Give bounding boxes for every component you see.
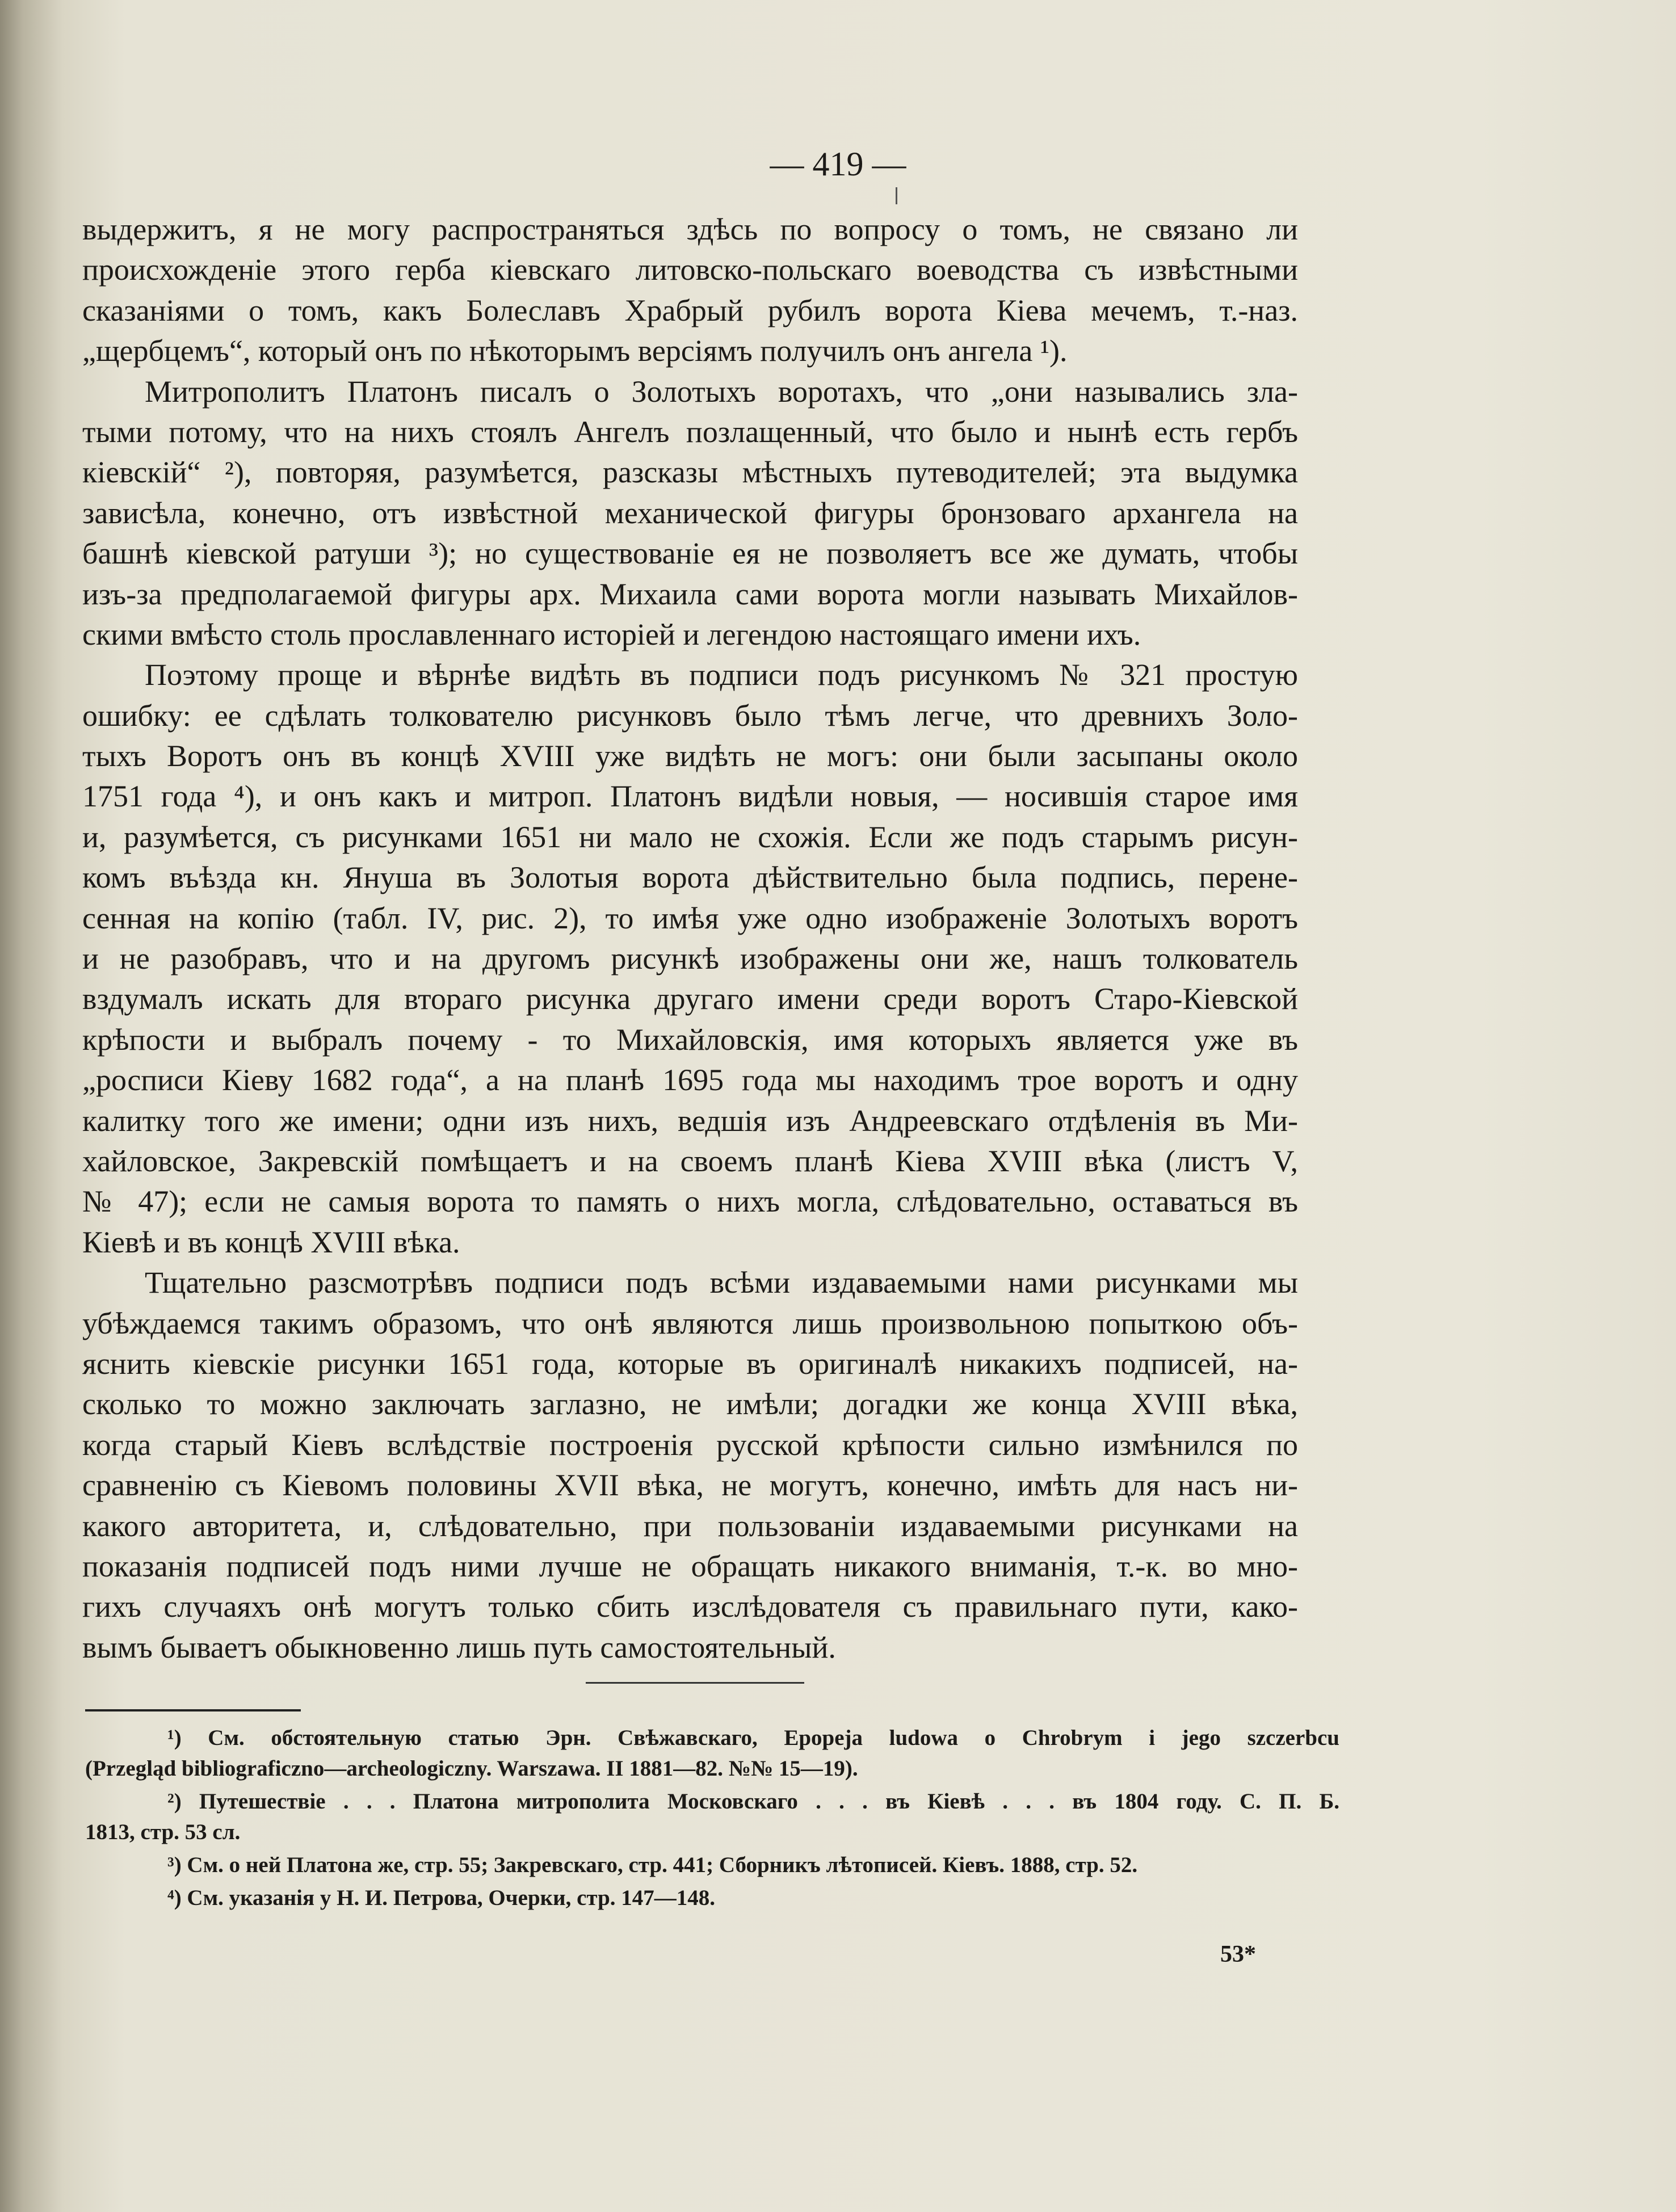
text-line: выдержитъ, я не могу распространяться здѣсь по вопросу о томъ, не связано ли (82, 212, 1298, 246)
text-line: № 47); если не самыя ворота то память о нихъ могла, слѣдовательно, оставаться въ (82, 1184, 1298, 1219)
footnote-line: ³) См. о ней Платона же, стр. 55; Закревскаго, стр. 441; Сборникъ лѣтописей. Кіевъ. 1888, стр. 52. (167, 1853, 1138, 1877)
footnote (85, 1850, 1339, 1881)
signature-mark: 53* (1220, 1941, 1256, 1967)
text-line: и не разобравъ, что и на другомъ рисункѣ изображены они же, нашъ толкователь (82, 941, 1298, 976)
text-line: сколько то можно заключать заглазно, не имѣли; догадки же конца XVIII вѣка, (82, 1387, 1298, 1422)
footnote-line: 1813, стр. 53 сл. (85, 1820, 241, 1844)
text-line: крѣпости и выбралъ почему - то Михайловскія, имя которыхъ является уже въ (82, 1022, 1298, 1057)
section-divider (586, 1682, 804, 1684)
text-line: башнѣ кіевской ратуши ³); но существованіе ея не позволяетъ все же думать, чтобы (82, 536, 1298, 571)
text-line: и, разумѣется, съ рисунками 1651 ни мало не схожія. Если же подъ старымъ рисун- (82, 819, 1298, 854)
text-line: калитку того же имени; одни изъ нихъ, ведшія изъ Андреевскаго отдѣленія въ Ми- (82, 1103, 1298, 1138)
text-line: скими вмѣсто столь прославленнаго исторіей и легендою настоящаго имени ихъ. (82, 617, 1141, 651)
footnote (85, 1883, 1339, 1914)
footnotes (85, 1723, 1339, 1914)
paragraph (82, 1263, 1298, 1668)
text-line: показанія подписей подъ ними лучше не обращать никакого вниманія, т.-к. во мно- (82, 1549, 1298, 1583)
page-number: — 419 — (770, 145, 906, 183)
paragraph (82, 209, 1298, 372)
text-line: Кіевѣ и въ концѣ XVIII вѣка. (82, 1225, 460, 1259)
text-line: сказаніями о томъ, какъ Болеславъ Храбрый рубилъ ворота Кіева мечемъ, т.-наз. (82, 293, 1298, 327)
text-line: Тщательно разсмотрѣвъ подписи подъ всѣми издаваемыми нами рисунками мы (145, 1265, 1298, 1300)
text-line: хайловское, Закревскій помѣщаетъ и на своемъ планѣ Кіева XVIII вѣка (листъ V, (82, 1143, 1298, 1178)
text-line: „щербцемъ“, который онъ по нѣкоторымъ версіямъ получилъ онъ ангела ¹). (82, 334, 1068, 368)
footnote-line: ²) Путешествіе . . . Платона митрополита Московскаго . . . въ Кіевѣ . . . въ 1804 году. С. П. Б. (167, 1789, 1339, 1814)
text-line: гихъ случаяхъ онѣ могутъ только сбить изслѣдователя съ правильнаго пути, како- (82, 1589, 1298, 1624)
paragraph (82, 372, 1298, 655)
text-line: убѣждаемся такимъ образомъ, что онѣ являются лишь произвольною попыткою объ- (82, 1306, 1298, 1340)
footnote-rule (85, 1709, 301, 1711)
print-mark (896, 187, 897, 204)
footnote-line: (Przegląd bibliograficzno—archeologiczny. Warszawa. II 1881—82. №№ 15—19). (85, 1756, 858, 1781)
text-line: ошибку: ее сдѣлать толкователю рисунковъ было тѣмъ легче, что древнихъ Золо- (82, 698, 1298, 733)
footnote (85, 1786, 1339, 1848)
text-line: вымъ бываетъ обыкновенно лишь путь самостоятельный. (82, 1630, 836, 1664)
main-text (82, 209, 1298, 1668)
text-line: комъ въѣзда кн. Януша въ Золотыя ворота дѣйствительно была подпись, перене- (82, 860, 1298, 895)
text-line: происхожденіе этого герба кіевскаго литовско-польскаго воеводства съ извѣстными (82, 253, 1298, 287)
text-line: кіевскій“ ²), повторяя, разумѣется, разсказы мѣстныхъ путеводителей; эта выдумка (82, 455, 1298, 490)
text-line: изъ-за предполагаемой фигуры арх. Михаила сами ворота могли называть Михайлов- (82, 577, 1298, 611)
paragraph (82, 655, 1298, 1263)
text-line: вздумалъ искать для втораго рисунка другаго имени среди воротъ Старо-Кіевской (82, 982, 1298, 1016)
text-line: какого авторитета, и, слѣдовательно, при пользованіи издаваемыми рисунками на (82, 1508, 1298, 1543)
text-line: Поэтому проще и вѣрнѣе видѣть въ подписи подъ рисункомъ № 321 простую (145, 658, 1298, 692)
footnote (85, 1723, 1339, 1784)
text-line: тыми потому, что на нихъ стоялъ Ангелъ позлащенный, что было и нынѣ есть гербъ (82, 414, 1298, 449)
text-line: сенная на копію (табл. IV, рис. 2), то имѣя уже одно изображеніе Золотыхъ воротъ (82, 901, 1298, 935)
text-line: яснить кіевскіе рисунки 1651 года, которые въ оригиналѣ никакихъ подписей, на- (82, 1346, 1298, 1381)
text-line: 1751 года ⁴), и онъ какъ и митроп. Платонъ видѣли новыя, — носившія старое имя (82, 779, 1298, 814)
text-line: Митрополитъ Платонъ писалъ о Золотыхъ воротахъ, что „они назывались зла- (145, 374, 1298, 409)
footnote-line: ¹) См. обстоятельную статью Эрн. Свѣжавскаго, Epopeja ludowa o Chrobrym i jego szczerbcu (167, 1726, 1339, 1750)
footnote-line: ⁴) См. указанія у Н. И. Петрова, Очерки, стр. 147—148. (167, 1886, 716, 1910)
text-line: когда старый Кіевъ вслѣдствіе построенія русской крѣпости сильно измѣнился по (82, 1427, 1298, 1462)
text-line: зависѣла, конечно, отъ извѣстной механической фигуры бронзоваго архангела на (82, 495, 1298, 530)
text-line: тыхъ Воротъ онъ въ концѣ XVIII уже видѣть не могъ: они были засыпаны около (82, 739, 1298, 773)
text-line: „росписи Кіеву 1682 года“, а на планѣ 1695 года мы находимъ трое воротъ и одну (82, 1063, 1298, 1097)
text-line: сравненію съ Кіевомъ половины XVII вѣка, не могутъ, конечно, имѣть для насъ ни- (82, 1468, 1298, 1503)
